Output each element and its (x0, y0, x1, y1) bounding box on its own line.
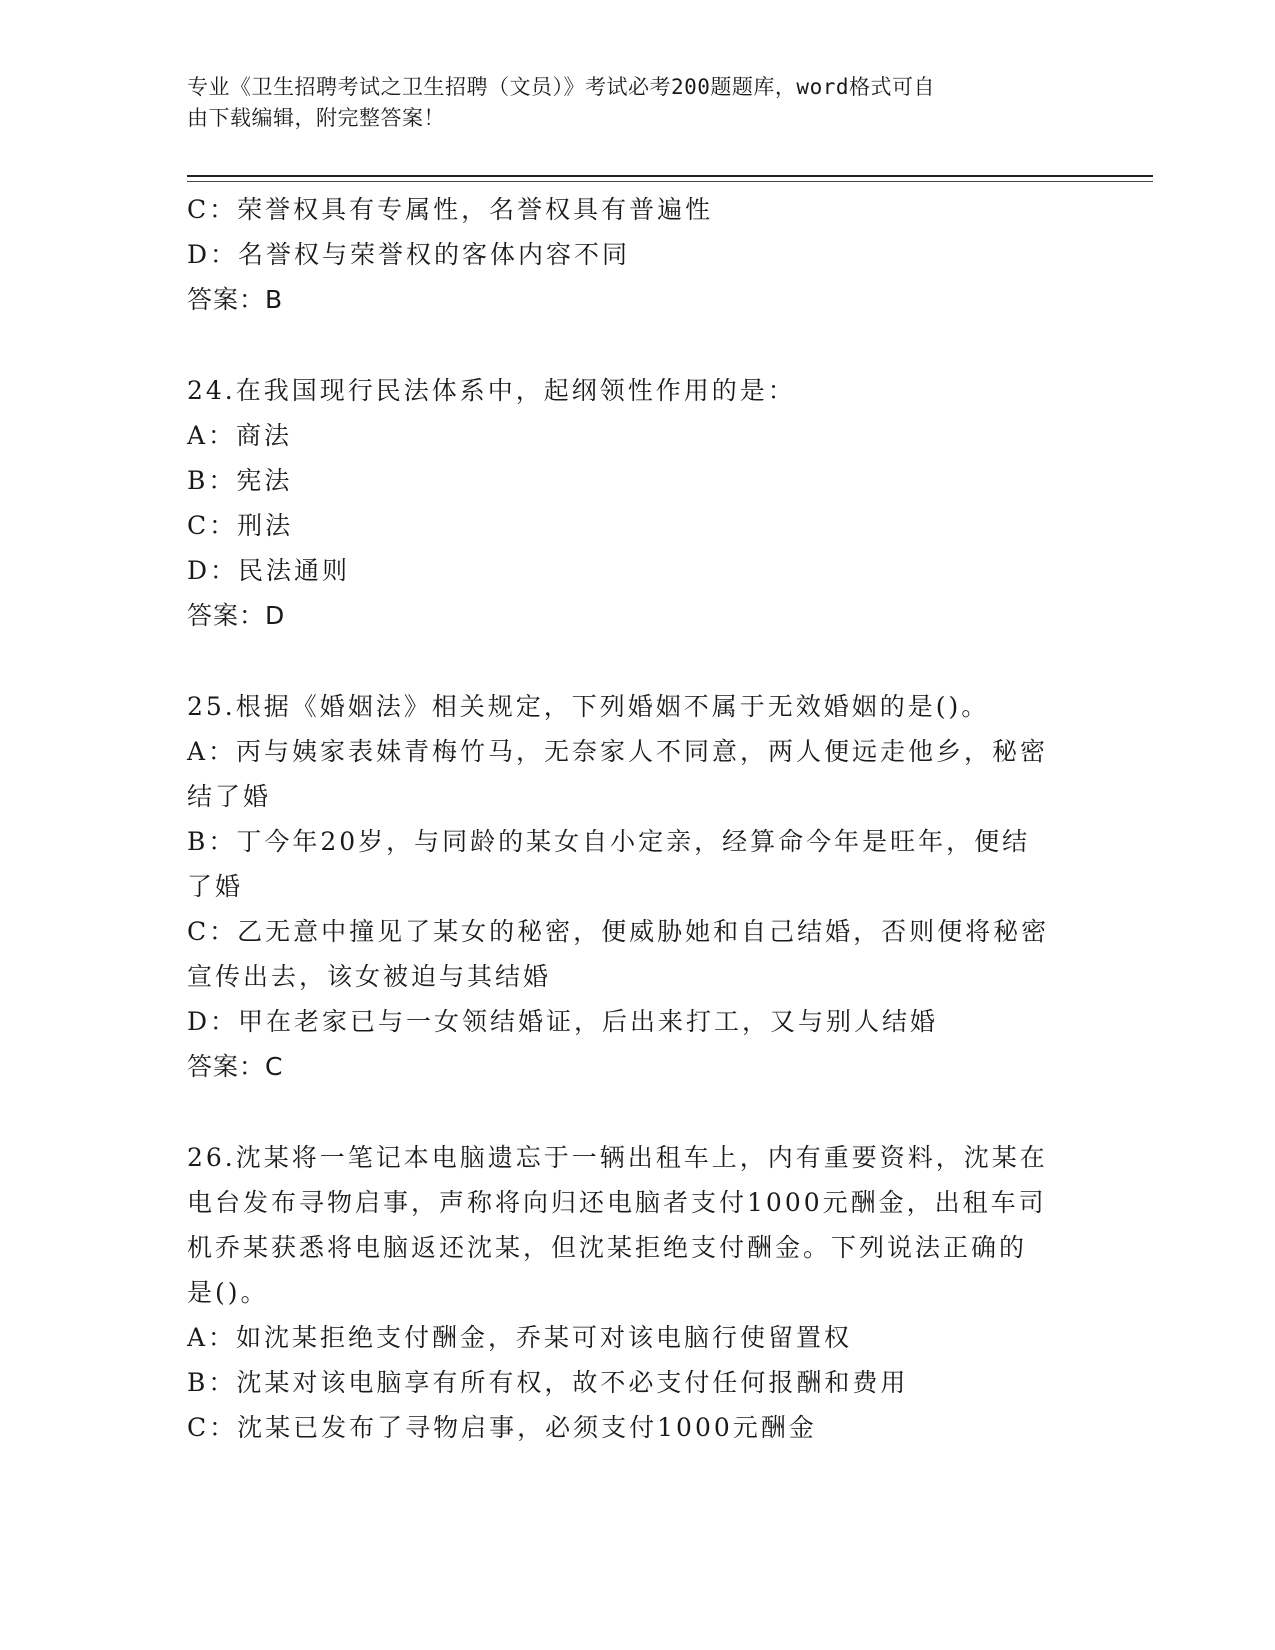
option-c: C：荣誉权具有专属性，名誉权具有普遍性 (187, 195, 714, 224)
option-c: C：沈某已发布了寻物启事，必须支付1000元酬金 (187, 1413, 817, 1442)
question-stem-continued: 是()。 (187, 1278, 269, 1307)
option-c-continued: 宣传出去，该女被迫与其结婚 (187, 962, 552, 991)
spacer (187, 1089, 1087, 1135)
option-b: B：宪法 (187, 466, 293, 495)
option-c: C：刑法 (187, 511, 294, 540)
option-d: D：甲在老家已与一女领结婚证，后出来打工，又与别人结婚 (187, 1007, 939, 1036)
header-divider-thin (187, 181, 1153, 182)
answer-line: 答案：B (187, 285, 284, 314)
option-b: B：丁今年20岁，与同龄的某女自小定亲，经算命今年是旺年，便结 (187, 827, 1031, 856)
question-block-24 (187, 368, 1087, 638)
option-a: A：如沈某拒绝支付酬金，乔某可对该电脑行使留置权 (187, 1323, 853, 1352)
question-stem-continued: 机乔某获悉将电脑返还沈某，但沈某拒绝支付酬金。下列说法正确的 (187, 1233, 1028, 1262)
question-stem: 26.沈某将一笔记本电脑遗忘于一辆出租车上，内有重要资料，沈某在 (187, 1143, 1048, 1172)
answer-line: 答案：D (187, 601, 286, 630)
header-divider-thick (187, 175, 1153, 177)
question-stem: 24.在我国现行民法体系中，起纲领性作用的是： (187, 376, 796, 405)
option-b: B：沈某对该电脑享有所有权，故不必支付任何报酬和费用 (187, 1368, 909, 1397)
answer-line: 答案：C (187, 1052, 284, 1081)
spacer (187, 322, 1087, 368)
document-header (187, 72, 1067, 134)
option-d: D：名誉权与荣誉权的客体内容不同 (187, 240, 631, 269)
option-a: A：商法 (187, 421, 293, 450)
header-line-2: 由下载编辑，附完整答案！ (187, 106, 445, 130)
question-stem: 25.根据《婚姻法》相关规定，下列婚姻不属于无效婚姻的是()。 (187, 692, 990, 721)
question-list (187, 187, 1087, 1450)
question-block-25 (187, 684, 1087, 1089)
header-line-1: 专业《卫生招聘考试之卫生招聘（文员）》考试必考200题题库，word格式可自 (187, 75, 935, 99)
option-a: A：丙与姨家表妹青梅竹马，无奈家人不同意，两人便远走他乡，秘密 (187, 737, 1049, 766)
question-block-23 (187, 187, 1087, 322)
question-stem-continued: 电台发布寻物启事，声称将向归还电脑者支付1000元酬金，出租车司 (187, 1188, 1047, 1217)
option-c: C：乙无意中撞见了某女的秘密，便威胁她和自己结婚，否则便将秘密 (187, 917, 1050, 946)
option-b-continued: 了婚 (187, 872, 244, 901)
question-block-26 (187, 1135, 1087, 1450)
option-d: D：民法通则 (187, 556, 351, 585)
spacer (187, 638, 1087, 684)
option-a-continued: 结了婚 (187, 782, 272, 811)
